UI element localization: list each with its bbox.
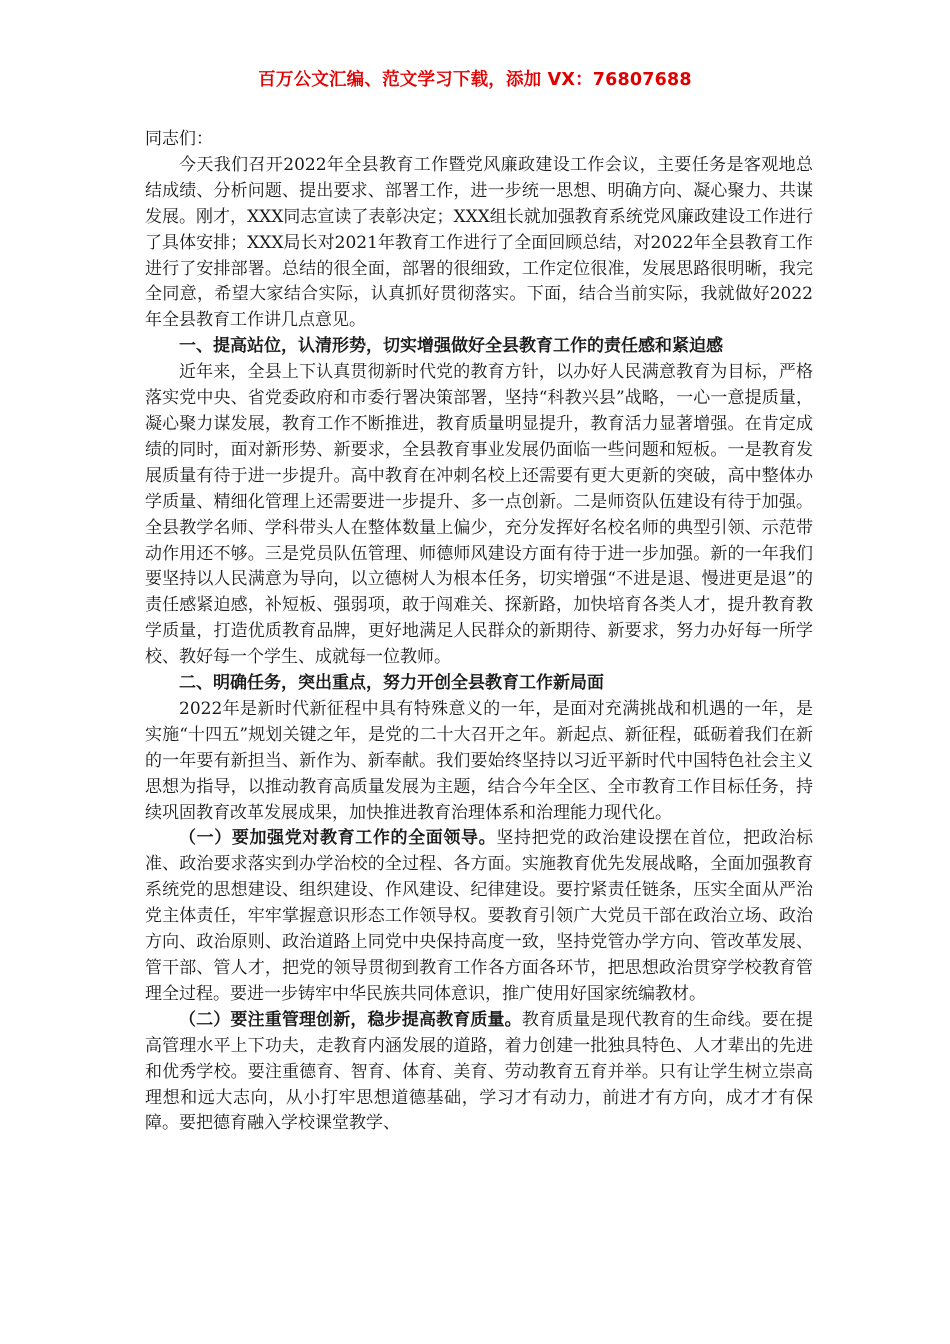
item-1-body: 坚持把党的政治建设摆在首位，把政治标准、政治要求落实到办学治校的全过程、各方面。实施教育优先发展战略，全面加强教育系统党的思想建设、组织建设、作风建设、纪律建设。要拧紧责任链条，压实全面从严治党主体责任，牢牢掌握意识形态工作领导权。要教育引领广大党员干部在政治立场、政治方向、政治原则、政治道路上同党中央保持高度一致，坚持党管办学方向、管改革发展、管干部、管人才，把党的领导贯彻到教育工作各方面各环节，把思想政治贯穿学校教育管理全过程。要进一步铸牢中华民族共同体意识，推广使用好国家统编教材。 — [145, 828, 814, 1004]
section-2-heading: 二、明确任务，突出重点，努力开创全县教育工作新局面 — [179, 673, 604, 694]
item-1-lead: （一）要加强党对教育工作的全面领导。 — [179, 828, 497, 849]
item-2-body: 教育质量是现代教育的生命线。要在提高管理水平上下功夫，走教育内涵发展的道路，着力创建一批独具特色、人才辈出的先进和优秀学校。要注重德育、智育、体育、美育、劳动教育五育并举。只有让学生树立崇高理想和远大志向，从小打牢思想道德基础，学习才有动力，前进才有方向，成才才有保障。要把德育融入学校课堂教学、 — [145, 1009, 814, 1134]
section-1-heading: 一、提高站位，认清形势，切实增强做好全县教育工作的责任感和紧迫感 — [179, 336, 723, 357]
intro-paragraph: 今天我们召开2022年全县教育工作暨党风廉政建设工作会议，主要任务是客观地总结成绩、分析问题、提出要求、部署工作，进一步统一思想、明确方向、凝心聚力、共谋发展。刚才，XXX同志宣读了表彰决定；XXX组长就加强教育系统党风廉政建设工作进行了具体安排；XXX局长对2021年教育工作进行了全面回顾总结，对2022年全县教育工作进行了安排部署。总结的很全面，部署的很细致，工作定位很准，发展思路很明晰，我完全同意，希望大家结合实际，认真抓好贯彻落实。下面，结合当前实际，我就做好2022年全县教育工作讲几点意见。 — [145, 154, 813, 331]
item-2-paragraph — [145, 1008, 813, 1138]
section-2-paragraph: 2022年是新时代新征程中具有特殊意义的一年，是面对充满挑战和机遇的一年，是实施“十四五”规划关键之年，是党的二十大召开之年。新起点、新征程，砥砺着我们在新的一年要有新担当、新作为、新奉献。我们要始终坚持以习近平新时代中国特色社会主义思想为指导，以推动教育高质量发展为主题，结合今年全区、全市教育工作目标任务，持续巩固教育改革发展成果，加快推进教育治理体系和治理能力现代化。 — [145, 698, 813, 823]
salutation: 同志们： — [145, 129, 213, 149]
section-1-paragraph: 近年来，全县上下认真贯彻新时代党的教育方针，以办好人民满意教育为目标，严格落实党中央、省党委政府和市委行署决策部署，坚持“科教兴县”战略，一心一意提质量，凝心聚力谋发展，教育工作不断推进，教育质量明显提升，教育活力显著增强。在肯定成绩的同时，面对新形势、新要求，全县教育事业发展仍面临一些问题和短板。一是教育发展质量有待于进一步提升。高中教育在冲刺名校上还需要有更大更新的突破，高中整体办学质量、精细化管理上还需要进一步提升、多一点创新。二是师资队伍建设有待于加强。全县教学名师、学科带头人在整体数量上偏少，充分发挥好名校名师的典型引领、示范带动作用还不够。三是党员队伍管理、师德师风建设方面有待于进一步加强。新的一年我们要坚持以人民满意为导向，以立德树人为根本任务，切实增强“不进是退、慢进更是退”的责任感紧迫感，补短板、强弱项，敢于闯难关、探新路，加快培育各类人才，提升教育教学质量，打造优质教育品牌，更好地满足人民群众的新期待、新要求，努力办好每一所学校、教好每一个学生、成就每一位教师。 — [145, 362, 813, 668]
document-body — [145, 127, 813, 1137]
watermark-banner: 百万公文汇编、范文学习下载，添加 VX：76807688 — [258, 70, 692, 90]
item-2-lead: （二）要注重管理创新，稳步提高教育质量。 — [179, 1009, 522, 1030]
item-1-paragraph — [145, 826, 813, 1007]
